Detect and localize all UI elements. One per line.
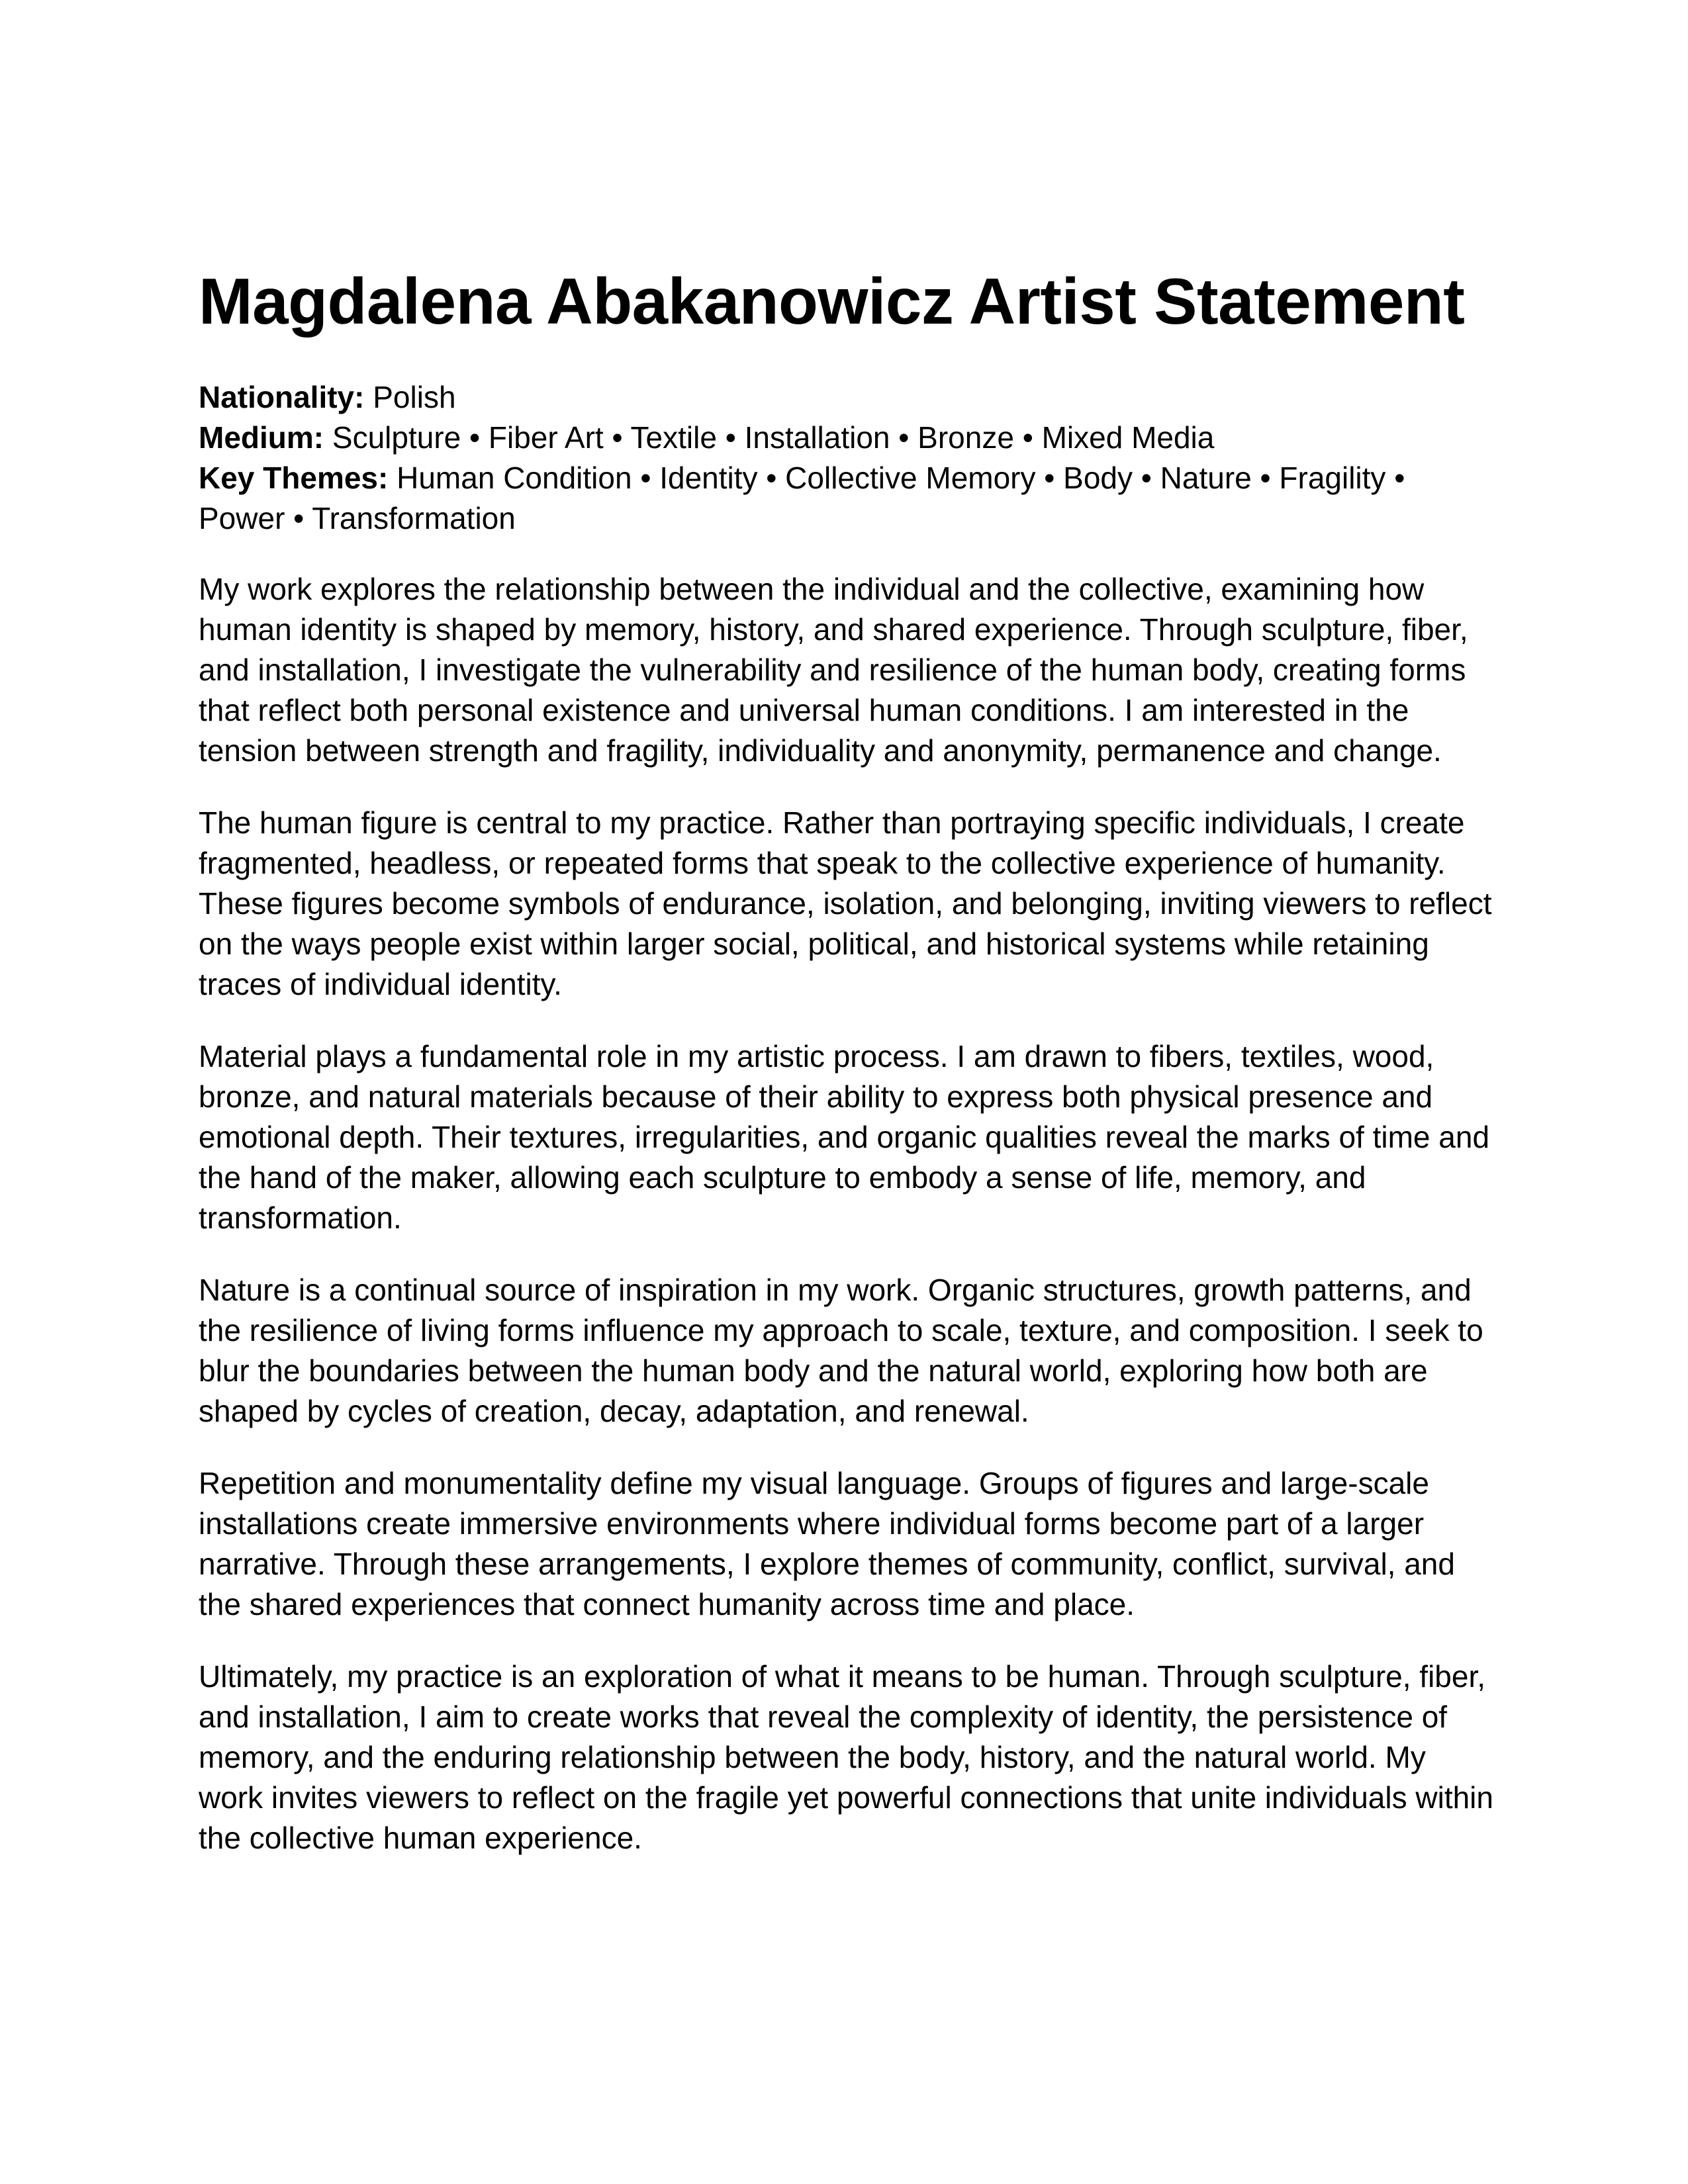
key-themes-label: Key Themes: bbox=[199, 461, 389, 495]
key-themes-value: Human Condition • Identity • Collective Memory • Body • Nature • Fragility • Power • Transformation bbox=[199, 461, 1405, 535]
document-title: Magdalena Abakanowicz Artist Statement bbox=[199, 265, 1465, 338]
document-page bbox=[199, 258, 1496, 1890]
statement-paragraph-2: The human figure is central to my practice. Rather than portraying specific individuals, I create fragmented, headless, or repeated forms that speak to the collective experience of humanity. These figures become symbols of endurance, isolation, and belonging, inviting viewers to reflect on the ways people exist within larger social, political, and historical systems while retaining traces of individual identity. bbox=[199, 805, 1492, 1001]
medium-line bbox=[199, 418, 1496, 458]
key-themes-line bbox=[199, 458, 1496, 539]
statement-paragraph-3: Material plays a fundamental role in my artistic process. I am drawn to fibers, textiles, wood, bronze, and natural materials because of their ability to express both physical presence and emotional depth. Their textures, irregularities, and organic qualities reveal the marks of time and the hand of the maker, allowing each sculpture to embody a sense of life, memory, and transformation. bbox=[199, 1039, 1490, 1235]
nationality-line bbox=[199, 377, 1496, 418]
nationality-label: Nationality: bbox=[199, 380, 365, 414]
nationality-value: Polish bbox=[364, 380, 456, 414]
statement-paragraph-1: My work explores the relationship between the individual and the collective, examining how human identity is shaped by memory, history, and shared experience. Through sculpture, fiber, and installation, I investigate the vulnerability and resilience of the human body, creating forms that reflect both personal existence and universal human conditions. I am interested in the tension between strength and fragility, individuality and anonymity, permanence and change. bbox=[199, 572, 1468, 768]
statement-paragraph-6: Ultimately, my practice is an exploration of what it means to be human. Through sculpture, fiber, and installation, I aim to create works that reveal the complexity of identity, the persistence of memory, and the enduring relationship between the body, history, and the natural world. My work invites viewers to reflect on the fragile yet powerful connections that unite individuals within the collective human experience. bbox=[199, 1659, 1493, 1855]
statement-paragraph-5: Repetition and monumentality define my visual language. Groups of figures and large-scale installations create immersive environments where individual forms become part of a larger narrative. Through these arrangements, I explore themes of community, conflict, survival, and the shared experiences that connect humanity across time and place. bbox=[199, 1466, 1455, 1621]
artist-metadata bbox=[199, 377, 1496, 539]
medium-label: Medium: bbox=[199, 420, 324, 455]
statement-paragraph-4: Nature is a continual source of inspiration in my work. Organic structures, growth patterns, and the resilience of living forms influence my approach to scale, texture, and composition. I seek to blur the boundaries between the human body and the natural world, exploring how both are shaped by cycles of creation, decay, adaptation, and renewal. bbox=[199, 1273, 1483, 1428]
medium-value: Sculpture • Fiber Art • Textile • Installation • Bronze • Mixed Media bbox=[324, 420, 1215, 455]
